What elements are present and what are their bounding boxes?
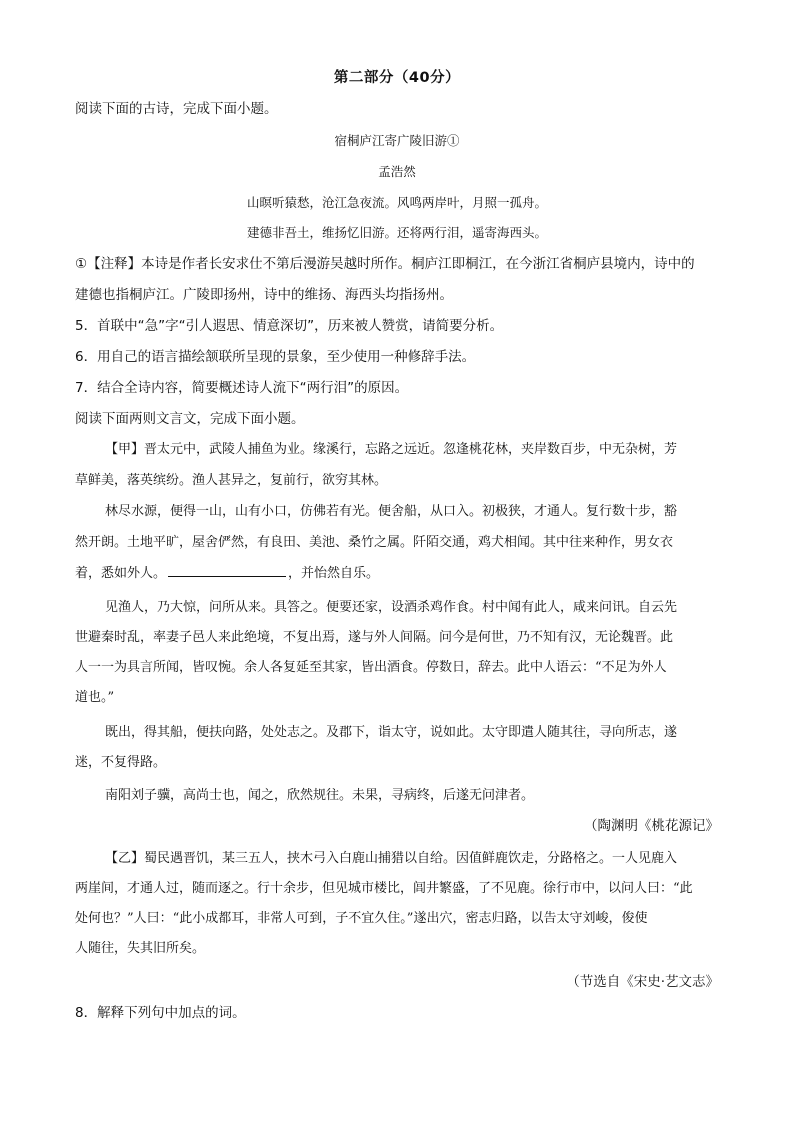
poem-instruction: 阅读下面的古诗，完成下面小题。 [75, 101, 278, 117]
passage-a-p2-line-2: 然开朗。土地平旷，屋舍俨然，有良田、美池、桑竹之属。阡陌交通，鸡犬相闻。其中往来种作，男女衣 [75, 535, 674, 550]
passage-b-line-1: 【乙】蜀民遇晋饥，某三五人，挟木弓入白鹿山捕猎以自给。因值鲜鹿饮走，分路格之。一人见鹿入 [105, 851, 678, 866]
question-6: 6．用自己的语言描绘颔联所呈现的景象，至少使用一种修辞手法。 [75, 349, 476, 365]
fill-in-blank [168, 564, 286, 577]
passage-a-p3-line-4: 道也。” [75, 690, 115, 705]
poem-line-1: 山暝听猿愁，沧江急夜流。风鸣两岸叶，月照一孤舟。 [246, 195, 547, 210]
poem-title: 宿桐庐江寄广陵旧游① [334, 133, 460, 148]
question-5: 5．首联中“急”字“引人遐思、情意深切”，历来被人赞赏，请简要分析。 [75, 318, 504, 334]
prose-instruction: 阅读下面两则文言文，完成下面小题。 [75, 411, 305, 427]
passage-a-p5: 南阳刘子骥，高尚士也，闻之，欣然规往。未果，寻病终，后遂无问津者。 [105, 788, 535, 803]
poem-note-line-1: ①【注释】本诗是作者长安求仕不第后漫游吴越时所作。桐庐江即桐江，在今浙江省桐庐县境内，诗中的 [75, 256, 695, 272]
passage-a-p4-line-1: 既出，得其船，便扶向路，处处志之。及郡下，诣太守，说如此。太守即遣人随其往，寻向所志，遂 [105, 725, 678, 740]
passage-a-p4-line-2: 迷，不复得路。 [75, 755, 167, 770]
section-title: 第二部分（40分） [333, 70, 461, 86]
passage-a-p3-line-3: 人一一为具言所闻，皆叹惋。余人各复延至其家，皆出酒食。停数日，辞去。此中人语云：“不足为外人 [75, 660, 667, 675]
passage-b-source: （节选自《宋史·艺文志》 [566, 974, 719, 990]
passage-b-line-2: 两崖间，才通人过，随而逐之。行十余步，但见城市楼比，闾井繁盛，了不见鹿。徐行市中，以问人曰：“此 [75, 881, 693, 896]
passage-a-p2-line-3 [75, 564, 379, 584]
passage-a-p1-line-2: 草鲜美，落英缤纷。渔人甚异之，复前行，欲穷其林。 [75, 473, 388, 488]
passage-a-p2-line-1: 林尽水源，便得一山，山有小口，仿佛若有光。便舍船，从口入。初极狭，才通人。复行数十步，豁 [105, 504, 678, 519]
poem-line-2: 建德非吾土，维扬忆旧游。还将两行泪，遥寄海西头。 [246, 225, 547, 240]
poem-note-line-2: 建德也指桐庐江。广陵即扬州，诗中的维扬、海西头均指扬州。 [75, 287, 453, 303]
passage-a-p3-line-2: 世避秦时乱，率妻子邑人来此绝境，不复出焉，遂与外人间隔。问今是何世，乃不知有汉，无论魏晋。此 [75, 630, 674, 645]
passage-a-p2-line-3-before: 着，悉如外人。 [75, 566, 167, 581]
passage-b-line-3: 处何也？”人曰：“此小成都耳，非常人可到，子不宜久住。”遂出穴，密志归路，以告太守刘峻，俊使 [75, 911, 648, 926]
passage-a-p3-line-1: 见渔人，乃大惊，问所从来。具答之。便要还家，设酒杀鸡作食。村中闻有此人，咸来问讯。自云先 [105, 600, 678, 615]
passage-a-source: （陶渊明《桃花源记》 [584, 818, 719, 834]
passage-b-line-4: 人随往，失其旧所矣。 [75, 941, 206, 956]
passage-a-p2-line-3-after: ，并怡然自乐。 [288, 566, 380, 581]
question-7: 7．结合全诗内容，简要概述诗人流下“两行泪”的原因。 [75, 380, 409, 396]
passage-a-p1-line-1: 【甲】晋太元中，武陵人捕鱼为业。缘溪行，忘路之远近。忽逢桃花林，夹岸数百步，中无杂树，芳 [105, 442, 678, 457]
question-8: 8．解释下列句中加点的词。 [75, 1005, 246, 1021]
poem-author: 孟浩然 [378, 164, 416, 179]
